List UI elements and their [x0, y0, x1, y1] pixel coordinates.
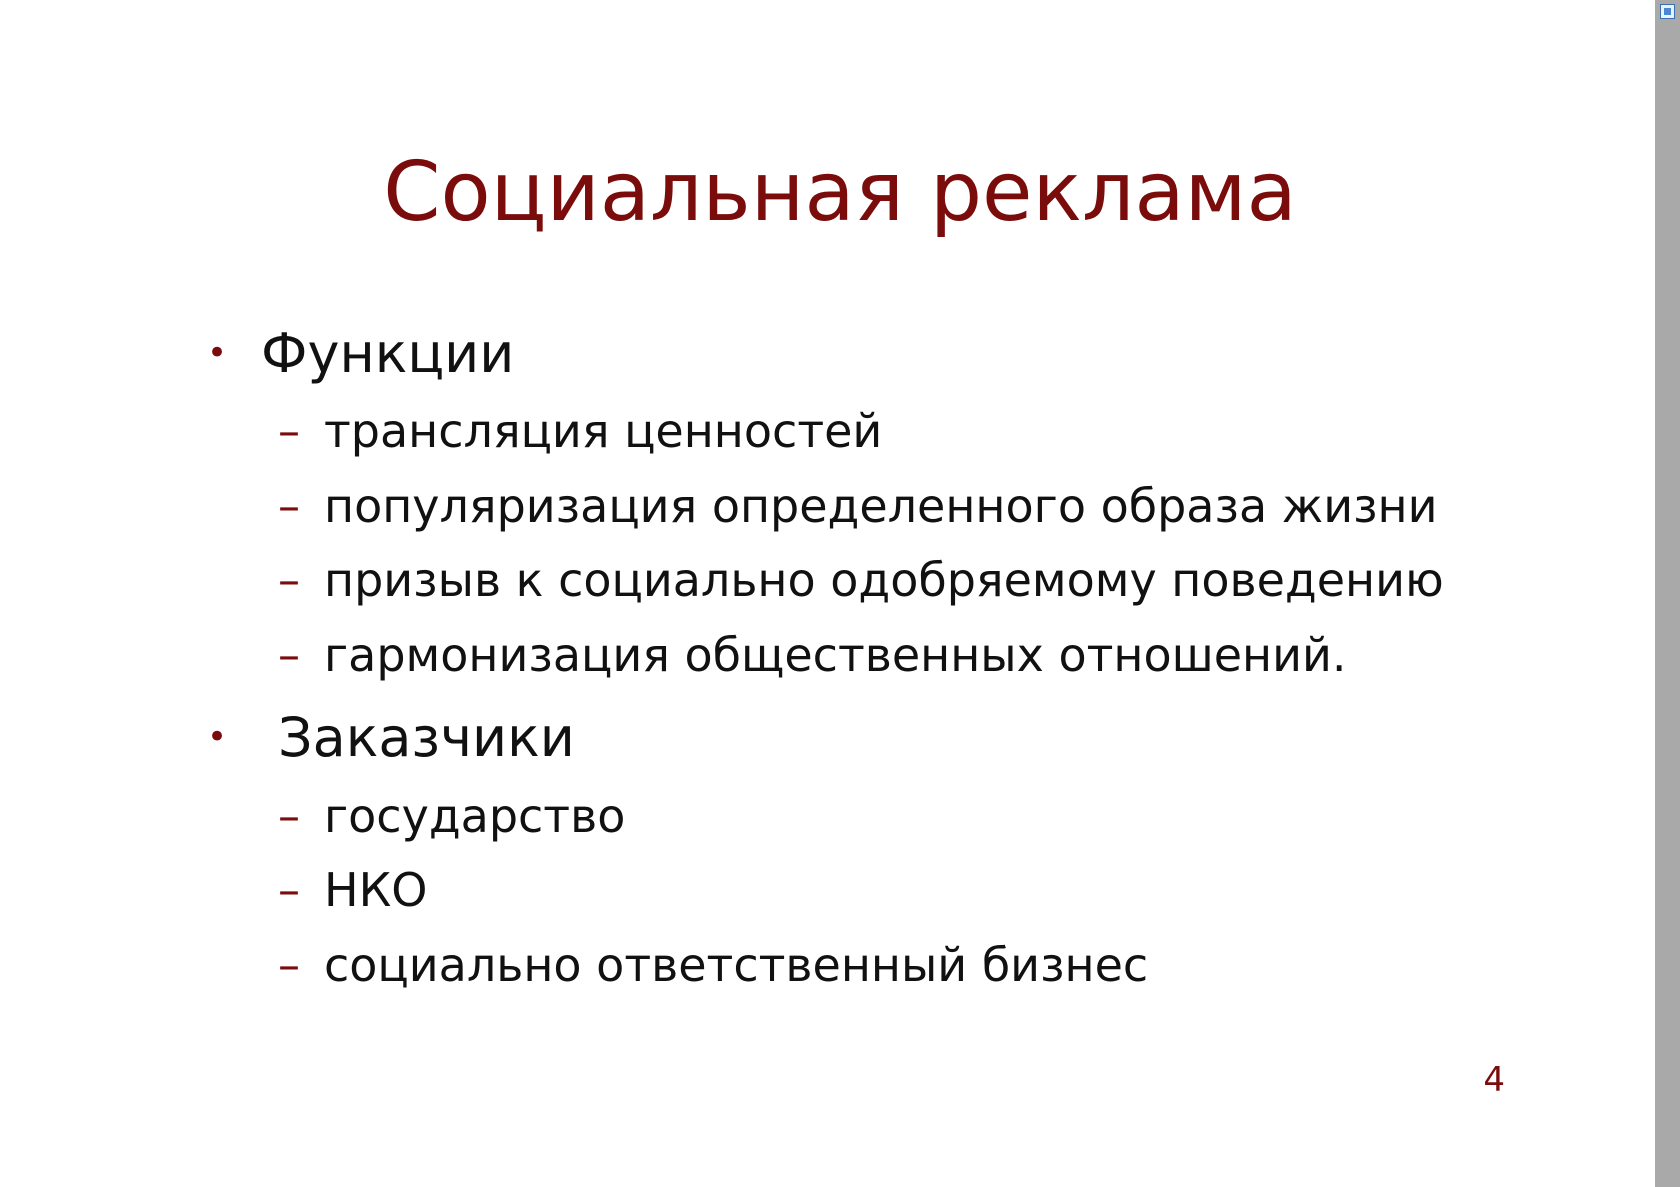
slide-title: Социальная реклама — [383, 145, 1297, 240]
bullet-customers — [207, 697, 575, 777]
sub-item-text: гармонизация общественных отношений. — [324, 628, 1347, 682]
bullet-functions — [207, 313, 514, 393]
sub-item-text: государство — [324, 789, 626, 843]
bullet-label-customers: Заказчики — [278, 705, 575, 769]
dash-marker: – — [278, 790, 300, 842]
viewer-side-strip — [1655, 0, 1680, 1187]
bullet-label-functions: Функции — [261, 321, 515, 385]
sub-item — [278, 396, 882, 466]
dash-marker: – — [278, 405, 300, 457]
dash-marker: – — [278, 480, 300, 532]
document-badge-icon — [1660, 4, 1675, 19]
sub-item-text: трансляция ценностей — [324, 404, 883, 458]
page-number: 4 — [1483, 1060, 1505, 1100]
dash-marker: – — [278, 864, 300, 916]
sub-item — [278, 620, 1347, 690]
dash-marker: – — [278, 629, 300, 681]
sub-item — [278, 471, 1438, 541]
bullet-marker: • — [207, 717, 228, 757]
sub-item-text: социально ответственный бизнес — [324, 938, 1149, 992]
sub-item-text: популяризация определенного образа жизни — [324, 479, 1438, 533]
dash-marker: – — [278, 554, 300, 606]
bullet-marker: • — [207, 333, 228, 373]
sub-item — [278, 545, 1444, 615]
sub-item — [278, 930, 1148, 1000]
sub-item-text: НКО — [324, 863, 428, 917]
dash-marker: – — [278, 939, 300, 991]
sub-item-text: призыв к социально одобряемому поведению — [324, 553, 1444, 607]
sub-item — [278, 781, 625, 851]
sub-item — [278, 855, 427, 925]
